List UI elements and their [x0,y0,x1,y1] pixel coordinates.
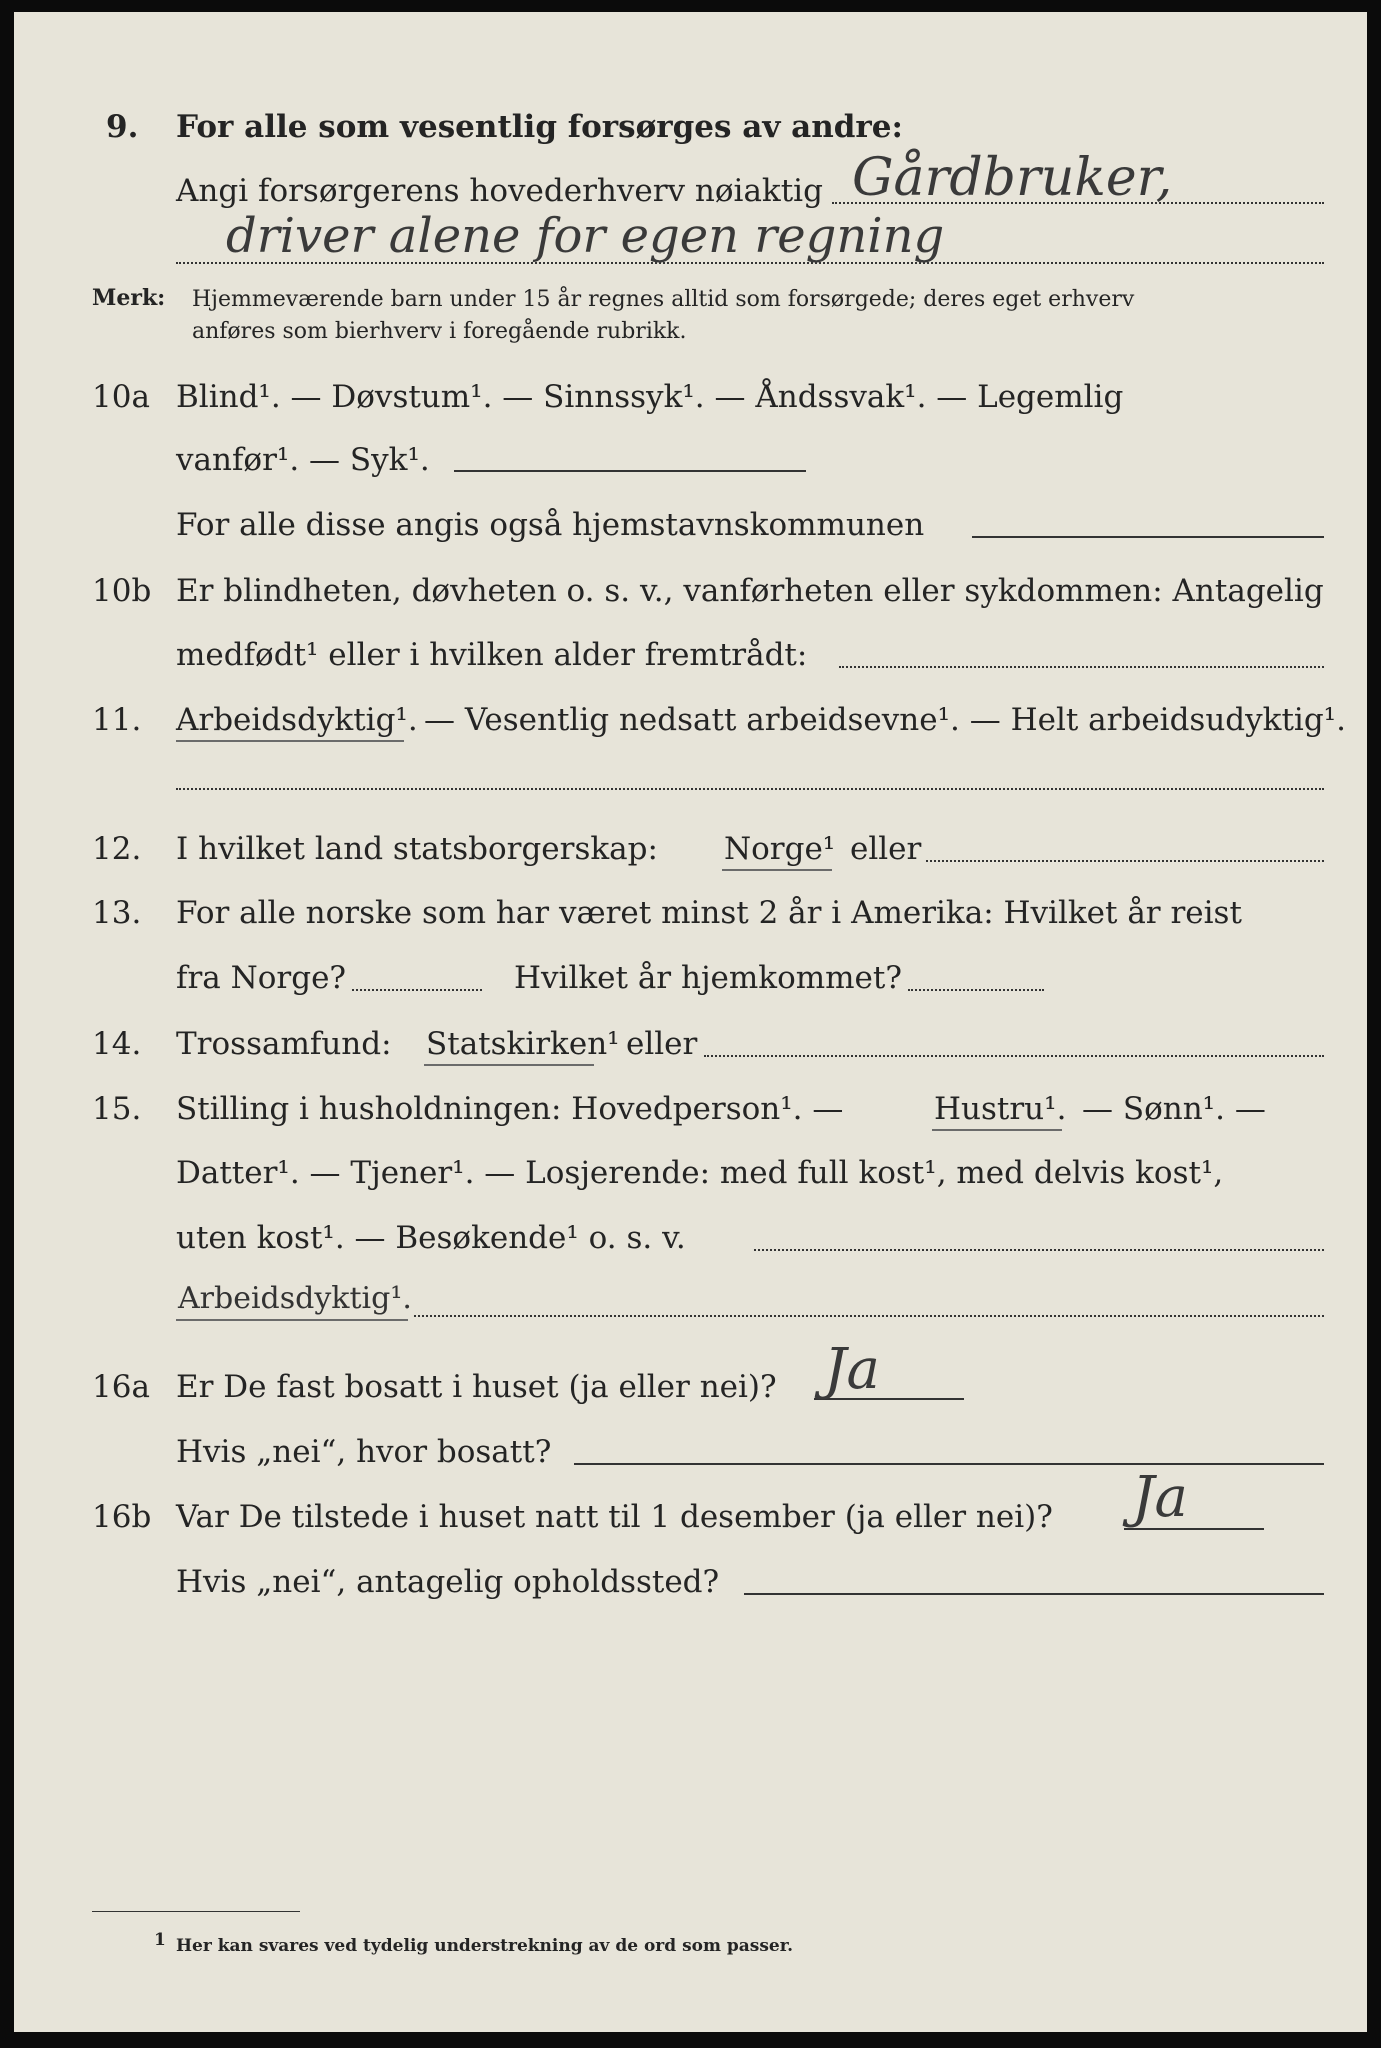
q14-option-statskirken: Statskirken¹ [426,1026,620,1062]
q16b-handwritten-answer: Ja [1132,1465,1188,1530]
q9-label: Angi forsørgerens hovederhverv nøiaktig [176,173,823,209]
q15-answer-line-1 [754,1249,1324,1251]
q10b-line-2: medfødt¹ eller i hvilken alder fremtrådt: [176,637,808,673]
q16a-number: 16a [92,1369,150,1405]
q10a-syk-line [454,470,806,472]
q13-line-2a: fra Norge? [176,960,347,996]
q16b-number: 16b [92,1499,152,1535]
footnote-text: Her kan svares ved tydelig understrekning av de ord som passer. [176,1936,794,1956]
q9-handwritten-answer-2: driver alene for egen regning [226,208,945,264]
q13-number: 13. [92,895,142,931]
q15-answer-underline [176,1319,408,1321]
q12-pre: I hvilket land statsborgerskap: [176,831,658,867]
q15-line-3: uten kost¹. — Besøkende¹ o. s. v. [176,1220,686,1256]
q10a-line-1: Blind¹. — Døvstum¹. — Sinnssyk¹. — Åndssvak¹. — Legemlig [176,379,1124,415]
q16a-handwritten-answer: Ja [824,1337,880,1402]
q15-option-hustru: Hustru¹. [934,1091,1067,1127]
merk-line-1: Hjemmeværende barn under 15 år regnes alltid som forsørgede; deres eget erhverv [192,287,1135,312]
q11-number: 11. [92,702,142,738]
q14-post: eller [626,1026,698,1062]
q15-handwritten-answer: Arbeidsdyktig¹. [178,1281,412,1316]
q16a-line-2: Hvis „nei“, hvor bosatt? [176,1434,552,1470]
q10a-hjemstavn-line [972,536,1324,538]
q14-underline-mark [424,1064,594,1066]
q15-number: 15. [92,1091,142,1127]
merk-label: Merk: [92,285,166,311]
q12-number: 12. [92,831,142,867]
merk-line-2: anføres som bierhverv i foregående rubrikk. [192,319,687,344]
q10a-line-3: For alle disse angis også hjemstavnskommunen [176,507,925,543]
q13-hjemkommet-line [908,989,1044,991]
form-page [14,12,1367,2032]
q16b-line-2: Hvis „nei“, antagelig opholdssted? [176,1564,720,1600]
q11-option-arbeidsdyktig: Arbeidsdyktig¹. [176,702,418,738]
q15-underline-mark [932,1129,1062,1131]
q10b-line-1: Er blindheten, døvheten o. s. v., vanførheten eller sykdommen: Antagelig [176,573,1324,609]
q13-line-1: For alle norske som har været minst 2 år i Amerika: Hvilket år reist [176,895,1242,931]
q11-answer-line [176,788,1324,790]
q13-reist-line [352,989,482,991]
q14-number: 14. [92,1026,142,1062]
q15-line-1c: — Sønn¹. — [1082,1091,1266,1127]
q11-rest: — Vesentlig nedsatt arbeidsevne¹. — Helt arbeidsudyktig¹. [424,702,1346,738]
q12-post: eller [850,831,922,867]
q10b-number: 10b [92,573,152,609]
q12-answer-line [926,860,1324,862]
q11-underline-mark [176,740,404,742]
q12-underline-mark [722,869,832,871]
q16a-line-1: Er De fast bosatt i huset (ja eller nei)? [176,1369,777,1405]
q9-number: 9. [106,109,139,145]
footnote-mark: 1 [154,1930,166,1950]
q15-line-1a: Stilling i husholdningen: Hovedperson¹. — [176,1091,844,1127]
q9-title: For alle som vesentlig forsørges av andre: [176,109,903,145]
q12-option-norge: Norge¹ [724,831,836,867]
q9-handwritten-answer-1: Gårdbruker, [852,148,1173,208]
footnote-rule [92,1911,300,1912]
q10a-line-2: vanfør¹. — Syk¹. [176,442,430,478]
q10a-number: 10a [92,379,150,415]
q14-pre: Trossamfund: [176,1026,392,1062]
q15-answer-line-2 [414,1315,1324,1317]
q13-line-2b: Hvilket år hjemkommet? [514,960,902,996]
q16b-opholdssted-line [744,1593,1324,1595]
q14-answer-line [704,1055,1324,1057]
q15-line-2: Datter¹. — Tjener¹. — Losjerende: med full kost¹, med delvis kost¹, [176,1155,1224,1191]
q16a-bosatt-line [574,1463,1324,1465]
q16b-line-1: Var De tilstede i huset natt til 1 desember (ja eller nei)? [176,1499,1053,1535]
q10b-answer-line [839,666,1324,668]
